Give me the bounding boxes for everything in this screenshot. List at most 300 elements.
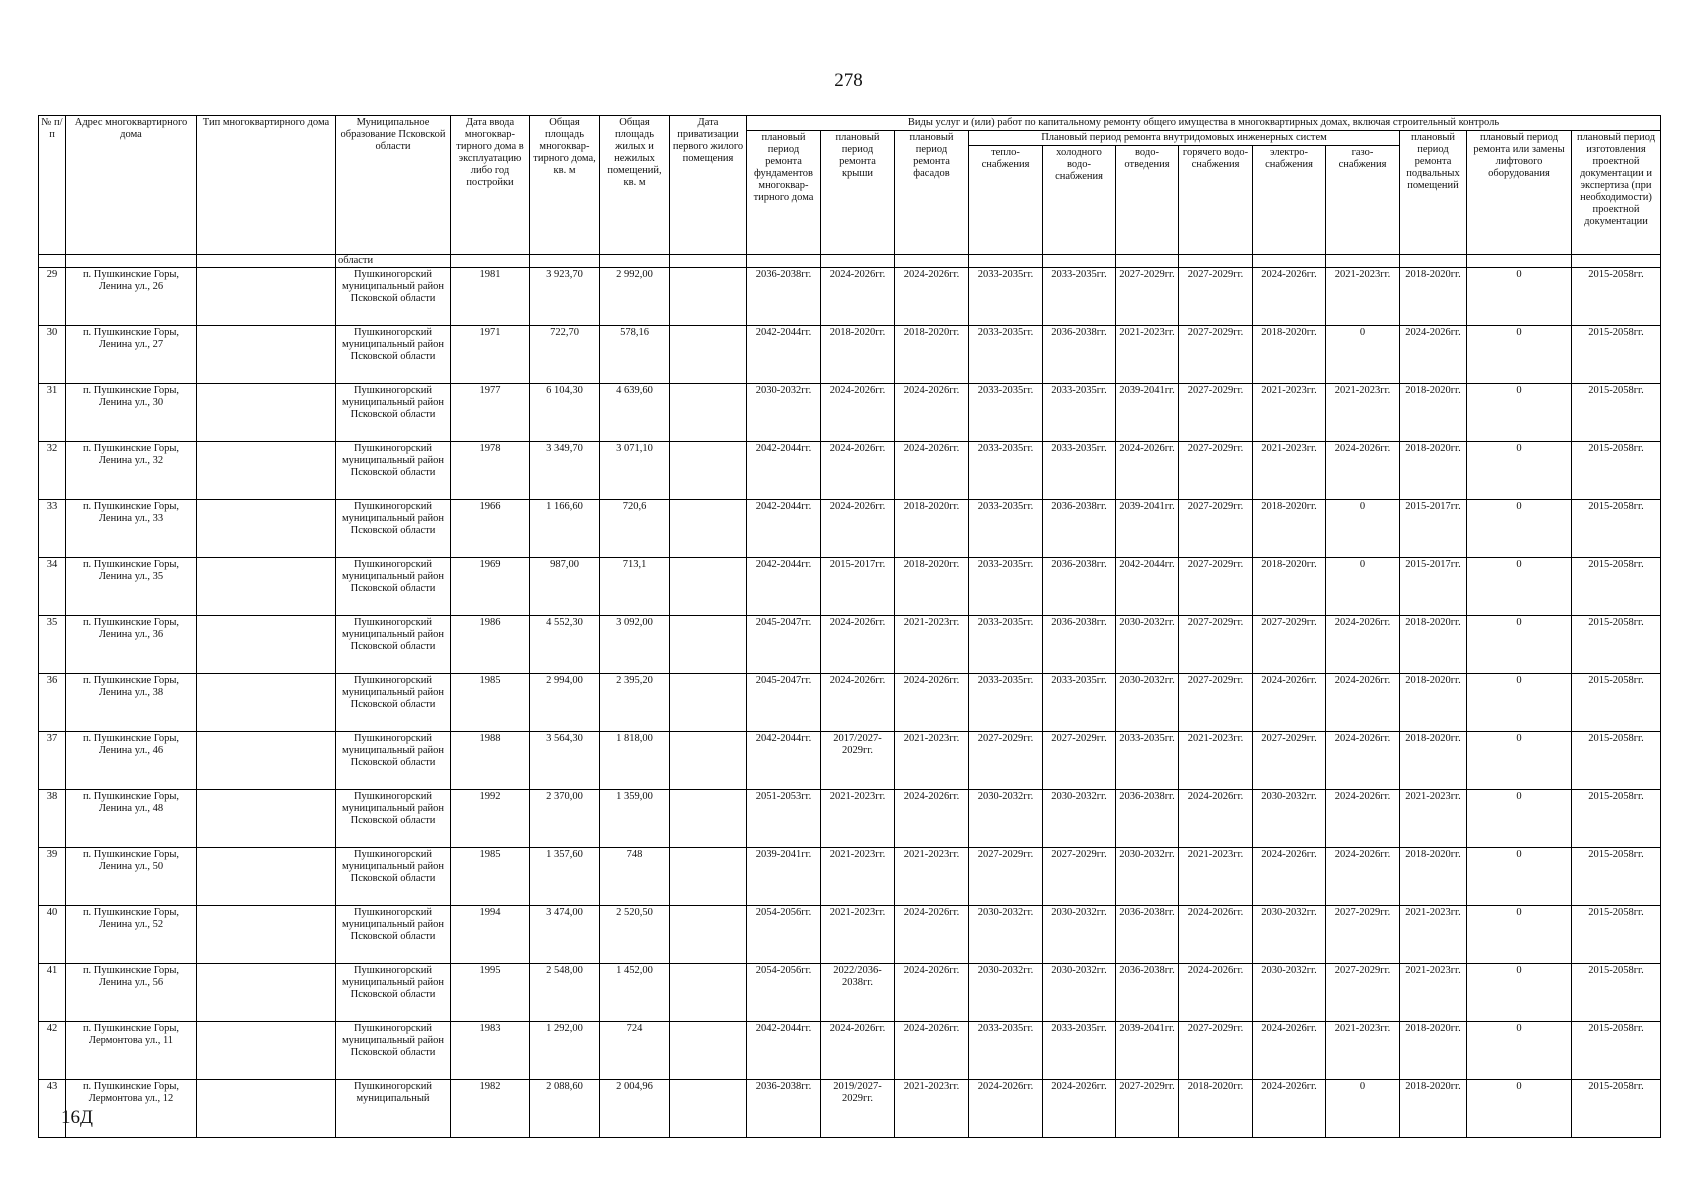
row-hot-water: 2027-2029гг.	[1179, 558, 1253, 616]
row-elevator: 0	[1467, 268, 1572, 326]
row-heat: 2033-2035гг.	[969, 616, 1043, 674]
header-foundation: плановый период ремонта фундаментов многоквар- тирного дома	[747, 131, 821, 255]
row-address: п. Пушкинские Горы, Лермонтова ул., 12	[66, 1080, 197, 1138]
row-living-area: 2 395,20	[600, 674, 670, 732]
row-address: п. Пушкинские Горы, Ленина ул., 48	[66, 790, 197, 848]
row-foundation: 2054-2056гг.	[747, 906, 821, 964]
row-design: 2015-2058гг.	[1572, 1080, 1661, 1138]
row-house-type	[197, 1080, 336, 1138]
row-design: 2015-2058гг.	[1572, 268, 1661, 326]
table-row	[39, 906, 1661, 964]
row-heat: 2033-2035гг.	[969, 442, 1043, 500]
row-facade: 2024-2026гг.	[895, 674, 969, 732]
row-year: 1985	[451, 848, 530, 906]
header-gas: газо- снабжения	[1326, 146, 1400, 255]
table-row	[39, 616, 1661, 674]
row-year: 1995	[451, 964, 530, 1022]
row-roof: 2024-2026гг.	[821, 616, 895, 674]
table-row	[39, 848, 1661, 906]
row-privatization	[670, 790, 747, 848]
row-living-area: 2 004,96	[600, 1080, 670, 1138]
row-year: 1985	[451, 674, 530, 732]
table-row	[39, 384, 1661, 442]
row-privatization	[670, 906, 747, 964]
page-number: 278	[834, 70, 863, 91]
row-number: 35	[39, 616, 66, 674]
row-number: 38	[39, 790, 66, 848]
row-living-area: 4 639,60	[600, 384, 670, 442]
row-roof: 2024-2026гг.	[821, 268, 895, 326]
row-gas: 2027-2029гг.	[1326, 906, 1400, 964]
row-hot-water: 2027-2029гг.	[1179, 674, 1253, 732]
row-sewer: 2027-2029гг.	[1116, 1080, 1179, 1138]
row-year: 1966	[451, 500, 530, 558]
row-electric: 2030-2032гг.	[1253, 906, 1326, 964]
row-hot-water: 2024-2026гг.	[1179, 906, 1253, 964]
row-basement: 2018-2020гг.	[1400, 384, 1467, 442]
row-cold-water: 2033-2035гг.	[1043, 268, 1116, 326]
row-elevator: 0	[1467, 442, 1572, 500]
row-cold-water: 2030-2032гг.	[1043, 906, 1116, 964]
row-roof: 2022/2036-2038гг.	[821, 964, 895, 1022]
row-house-type	[197, 500, 336, 558]
row-roof: 2024-2026гг.	[821, 1022, 895, 1080]
row-total-area: 3 923,70	[530, 268, 600, 326]
row-cold-water: 2036-2038гг.	[1043, 326, 1116, 384]
row-design: 2015-2058гг.	[1572, 500, 1661, 558]
row-total-area: 2 370,00	[530, 790, 600, 848]
row-foundation: 2036-2038гг.	[747, 1080, 821, 1138]
row-number: 43	[39, 1080, 66, 1138]
carry-over-row	[39, 255, 1661, 268]
row-number: 32	[39, 442, 66, 500]
row-year: 1978	[451, 442, 530, 500]
row-total-area: 722,70	[530, 326, 600, 384]
row-basement: 2018-2020гг.	[1400, 1080, 1467, 1138]
row-roof: 2015-2017гг.	[821, 558, 895, 616]
row-privatization	[670, 964, 747, 1022]
row-municipality: Пушкиногорский муниципальный район Псковской области	[336, 326, 451, 384]
row-heat: 2033-2035гг.	[969, 268, 1043, 326]
row-living-area: 713,1	[600, 558, 670, 616]
row-elevator: 0	[1467, 1080, 1572, 1138]
row-total-area: 4 552,30	[530, 616, 600, 674]
row-facade: 2024-2026гг.	[895, 384, 969, 442]
row-electric: 2027-2029гг.	[1253, 732, 1326, 790]
row-municipality: Пушкиногорский муниципальный район Псковской области	[336, 616, 451, 674]
row-house-type	[197, 906, 336, 964]
row-living-area: 3 071,10	[600, 442, 670, 500]
row-foundation: 2030-2032гг.	[747, 384, 821, 442]
row-cold-water: 2033-2035гг.	[1043, 1022, 1116, 1080]
row-heat: 2030-2032гг.	[969, 906, 1043, 964]
row-sewer: 2042-2044гг.	[1116, 558, 1179, 616]
footer-mark: 16Д	[61, 1107, 93, 1128]
row-gas: 0	[1326, 1080, 1400, 1138]
row-municipality: Пушкиногорский муниципальный	[336, 1080, 451, 1138]
row-foundation: 2054-2056гг.	[747, 964, 821, 1022]
row-gas: 2024-2026гг.	[1326, 616, 1400, 674]
row-living-area: 1 818,00	[600, 732, 670, 790]
row-facade: 2018-2020гг.	[895, 558, 969, 616]
header-design: плановый период изготовления проектной документации и экспертиза (при необходимости) проектной документации	[1572, 131, 1661, 255]
row-total-area: 3 349,70	[530, 442, 600, 500]
row-address: п. Пушкинские Горы, Ленина ул., 33	[66, 500, 197, 558]
row-roof: 2021-2023гг.	[821, 906, 895, 964]
row-address: п. Пушкинские Горы, Ленина ул., 38	[66, 674, 197, 732]
table-row	[39, 732, 1661, 790]
row-number: 41	[39, 964, 66, 1022]
row-foundation: 2042-2044гг.	[747, 442, 821, 500]
row-address: п. Пушкинские Горы, Ленина ул., 27	[66, 326, 197, 384]
header-living-area: Общая площадь жилых и нежилых помещений, кв. м	[600, 116, 670, 255]
row-elevator: 0	[1467, 964, 1572, 1022]
row-house-type	[197, 326, 336, 384]
row-number: 30	[39, 326, 66, 384]
row-basement: 2015-2017гг.	[1400, 500, 1467, 558]
row-total-area: 6 104,30	[530, 384, 600, 442]
row-address: п. Пушкинские Горы, Ленина ул., 56	[66, 964, 197, 1022]
header-facade: плановый период ремонта фасадов	[895, 131, 969, 255]
row-elevator: 0	[1467, 732, 1572, 790]
row-heat: 2033-2035гг.	[969, 500, 1043, 558]
header-sewer: водо- отведения	[1116, 146, 1179, 255]
row-number: 33	[39, 500, 66, 558]
row-hot-water: 2024-2026гг.	[1179, 964, 1253, 1022]
row-facade: 2021-2023гг.	[895, 616, 969, 674]
row-cold-water: 2027-2029гг.	[1043, 732, 1116, 790]
row-foundation: 2045-2047гг.	[747, 616, 821, 674]
row-cold-water: 2030-2032гг.	[1043, 964, 1116, 1022]
row-hot-water: 2027-2029гг.	[1179, 268, 1253, 326]
row-heat: 2030-2032гг.	[969, 790, 1043, 848]
row-total-area: 987,00	[530, 558, 600, 616]
row-house-type	[197, 616, 336, 674]
row-living-area: 1 452,00	[600, 964, 670, 1022]
table-row	[39, 790, 1661, 848]
row-number: 34	[39, 558, 66, 616]
row-design: 2015-2058гг.	[1572, 558, 1661, 616]
row-living-area: 2 992,00	[600, 268, 670, 326]
row-facade: 2024-2026гг.	[895, 268, 969, 326]
row-cold-water: 2033-2035гг.	[1043, 384, 1116, 442]
table-row	[39, 268, 1661, 326]
row-sewer: 2021-2023гг.	[1116, 326, 1179, 384]
row-foundation: 2039-2041гг.	[747, 848, 821, 906]
row-number: 42	[39, 1022, 66, 1080]
row-year: 1992	[451, 790, 530, 848]
row-address: п. Пушкинские Горы, Ленина ул., 30	[66, 384, 197, 442]
row-sewer: 2036-2038гг.	[1116, 964, 1179, 1022]
header-total-area: Общая площадь многоквар- тирного дома, кв. м	[530, 116, 600, 255]
row-basement: 2018-2020гг.	[1400, 442, 1467, 500]
row-cold-water: 2036-2038гг.	[1043, 616, 1116, 674]
row-cold-water: 2030-2032гг.	[1043, 790, 1116, 848]
row-sewer: 2036-2038гг.	[1116, 906, 1179, 964]
row-hot-water: 2018-2020гг.	[1179, 1080, 1253, 1138]
row-address: п. Пушкинские Горы, Ленина ул., 50	[66, 848, 197, 906]
row-municipality: Пушкиногорский муниципальный район Псковской области	[336, 674, 451, 732]
row-cold-water: 2027-2029гг.	[1043, 848, 1116, 906]
row-year: 1986	[451, 616, 530, 674]
row-privatization	[670, 442, 747, 500]
row-house-type	[197, 268, 336, 326]
row-privatization	[670, 1080, 747, 1138]
row-elevator: 0	[1467, 558, 1572, 616]
row-hot-water: 2021-2023гг.	[1179, 848, 1253, 906]
header-roof: плановый период ремонта крыши	[821, 131, 895, 255]
row-living-area: 748	[600, 848, 670, 906]
row-house-type	[197, 732, 336, 790]
row-address: п. Пушкинские Горы, Ленина ул., 32	[66, 442, 197, 500]
row-municipality: Пушкиногорский муниципальный район Псковской области	[336, 558, 451, 616]
row-foundation: 2045-2047гг.	[747, 674, 821, 732]
row-living-area: 1 359,00	[600, 790, 670, 848]
row-address: п. Пушкинские Горы, Ленина ул., 52	[66, 906, 197, 964]
header-elevator: плановый период ремонта или замены лифтового оборудования	[1467, 131, 1572, 255]
row-house-type	[197, 790, 336, 848]
table-row	[39, 1080, 1661, 1138]
row-electric: 2018-2020гг.	[1253, 326, 1326, 384]
row-foundation: 2036-2038гг.	[747, 268, 821, 326]
row-gas: 2021-2023гг.	[1326, 1022, 1400, 1080]
row-house-type	[197, 964, 336, 1022]
row-foundation: 2042-2044гг.	[747, 326, 821, 384]
row-basement: 2018-2020гг.	[1400, 732, 1467, 790]
row-basement: 2024-2026гг.	[1400, 326, 1467, 384]
row-privatization	[670, 500, 747, 558]
row-heat: 2033-2035гг.	[969, 558, 1043, 616]
row-design: 2015-2058гг.	[1572, 906, 1661, 964]
row-elevator: 0	[1467, 790, 1572, 848]
carry-over-text: области	[336, 255, 451, 268]
row-gas: 2024-2026гг.	[1326, 848, 1400, 906]
row-total-area: 2 994,00	[530, 674, 600, 732]
row-gas: 2024-2026гг.	[1326, 442, 1400, 500]
header-hot-water: горячего водо- снабжения	[1179, 146, 1253, 255]
row-number: 36	[39, 674, 66, 732]
row-foundation: 2042-2044гг.	[747, 558, 821, 616]
row-year: 1971	[451, 326, 530, 384]
row-heat: 2033-2035гг.	[969, 1022, 1043, 1080]
header-basement: плановый период ремонта подвальных помещений	[1400, 131, 1467, 255]
row-sewer: 2030-2032гг.	[1116, 616, 1179, 674]
row-roof: 2021-2023гг.	[821, 790, 895, 848]
header-systems-group: Плановый период ремонта внутридомовых инженерных систем	[969, 131, 1400, 146]
row-total-area: 3 564,30	[530, 732, 600, 790]
row-house-type	[197, 442, 336, 500]
table-row	[39, 500, 1661, 558]
row-facade: 2021-2023гг.	[895, 1080, 969, 1138]
row-gas: 2021-2023гг.	[1326, 384, 1400, 442]
row-facade: 2018-2020гг.	[895, 500, 969, 558]
row-gas: 2024-2026гг.	[1326, 732, 1400, 790]
row-number: 37	[39, 732, 66, 790]
capital-repair-table	[38, 115, 1661, 1138]
row-design: 2015-2058гг.	[1572, 442, 1661, 500]
row-total-area: 2 088,60	[530, 1080, 600, 1138]
row-number: 29	[39, 268, 66, 326]
row-hot-water: 2027-2029гг.	[1179, 500, 1253, 558]
header-privatization: Дата приватизации первого жилого помещения	[670, 116, 747, 255]
row-cold-water: 2036-2038гг.	[1043, 558, 1116, 616]
row-year: 1977	[451, 384, 530, 442]
row-year: 1969	[451, 558, 530, 616]
row-basement: 2018-2020гг.	[1400, 268, 1467, 326]
row-hot-water: 2027-2029гг.	[1179, 326, 1253, 384]
row-number: 40	[39, 906, 66, 964]
row-roof: 2024-2026гг.	[821, 500, 895, 558]
row-hot-water: 2027-2029гг.	[1179, 1022, 1253, 1080]
row-design: 2015-2058гг.	[1572, 616, 1661, 674]
row-elevator: 0	[1467, 616, 1572, 674]
row-electric: 2024-2026гг.	[1253, 674, 1326, 732]
row-electric: 2030-2032гг.	[1253, 790, 1326, 848]
row-house-type	[197, 558, 336, 616]
row-living-area: 720,6	[600, 500, 670, 558]
row-basement: 2021-2023гг.	[1400, 790, 1467, 848]
row-elevator: 0	[1467, 1022, 1572, 1080]
row-electric: 2024-2026гг.	[1253, 1022, 1326, 1080]
header-date-commission: Дата ввода многоквар- тирного дома в эксплуатацию либо год постройки	[451, 116, 530, 255]
row-facade: 2021-2023гг.	[895, 732, 969, 790]
row-year: 1983	[451, 1022, 530, 1080]
row-address: п. Пушкинские Горы, Ленина ул., 46	[66, 732, 197, 790]
row-year: 1994	[451, 906, 530, 964]
row-electric: 2021-2023гг.	[1253, 442, 1326, 500]
row-elevator: 0	[1467, 326, 1572, 384]
table-row	[39, 1022, 1661, 1080]
row-design: 2015-2058гг.	[1572, 848, 1661, 906]
row-municipality: Пушкиногорский муниципальный район Псковской области	[336, 500, 451, 558]
header-address: Адрес многоквартирного дома	[66, 116, 197, 255]
row-hot-water: 2021-2023гг.	[1179, 732, 1253, 790]
row-address: п. Пушкинские Горы, Лермонтова ул., 11	[66, 1022, 197, 1080]
row-basement: 2018-2020гг.	[1400, 1022, 1467, 1080]
row-privatization	[670, 1022, 747, 1080]
row-municipality: Пушкиногорский муниципальный район Псковской области	[336, 732, 451, 790]
row-heat: 2024-2026гг.	[969, 1080, 1043, 1138]
row-electric: 2024-2026гг.	[1253, 848, 1326, 906]
row-foundation: 2042-2044гг.	[747, 1022, 821, 1080]
row-total-area: 3 474,00	[530, 906, 600, 964]
row-house-type	[197, 674, 336, 732]
row-basement: 2021-2023гг.	[1400, 906, 1467, 964]
row-design: 2015-2058гг.	[1572, 326, 1661, 384]
row-address: п. Пушкинские Горы, Ленина ул., 36	[66, 616, 197, 674]
row-elevator: 0	[1467, 500, 1572, 558]
row-municipality: Пушкиногорский муниципальный район Псковской области	[336, 848, 451, 906]
row-address: п. Пушкинские Горы, Ленина ул., 35	[66, 558, 197, 616]
row-basement: 2015-2017гг.	[1400, 558, 1467, 616]
row-design: 2015-2058гг.	[1572, 384, 1661, 442]
row-sewer: 2039-2041гг.	[1116, 1022, 1179, 1080]
row-municipality: Пушкиногорский муниципальный район Псковской области	[336, 906, 451, 964]
row-gas: 0	[1326, 500, 1400, 558]
row-facade: 2024-2026гг.	[895, 906, 969, 964]
header-works-group: Виды услуг и (или) работ по капитальному ремонту общего имущества в многоквартирных домах, включая строительный контроль	[747, 116, 1661, 131]
row-gas: 2024-2026гг.	[1326, 674, 1400, 732]
row-house-type	[197, 1022, 336, 1080]
header-num: № п/п	[39, 116, 66, 255]
row-sewer: 2027-2029гг.	[1116, 268, 1179, 326]
row-house-type	[197, 848, 336, 906]
row-heat: 2027-2029гг.	[969, 848, 1043, 906]
row-hot-water: 2027-2029гг.	[1179, 442, 1253, 500]
row-foundation: 2051-2053гг.	[747, 790, 821, 848]
table-row	[39, 964, 1661, 1022]
row-municipality: Пушкиногорский муниципальный район Псковской области	[336, 1022, 451, 1080]
header-cold-water: холодного водо- снабжения	[1043, 146, 1116, 255]
row-heat: 2033-2035гг.	[969, 674, 1043, 732]
row-elevator: 0	[1467, 384, 1572, 442]
row-design: 2015-2058гг.	[1572, 964, 1661, 1022]
row-basement: 2018-2020гг.	[1400, 616, 1467, 674]
row-hot-water: 2024-2026гг.	[1179, 790, 1253, 848]
row-sewer: 2030-2032гг.	[1116, 674, 1179, 732]
table-body	[39, 255, 1661, 1138]
row-basement: 2021-2023гг.	[1400, 964, 1467, 1022]
row-roof: 2019/2027-2029гг.	[821, 1080, 895, 1138]
row-electric: 2027-2029гг.	[1253, 616, 1326, 674]
row-privatization	[670, 558, 747, 616]
row-privatization	[670, 732, 747, 790]
row-design: 2015-2058гг.	[1572, 674, 1661, 732]
row-privatization	[670, 674, 747, 732]
row-facade: 2021-2023гг.	[895, 848, 969, 906]
row-heat: 2033-2035гг.	[969, 326, 1043, 384]
row-privatization	[670, 848, 747, 906]
row-design: 2015-2058гг.	[1572, 1022, 1661, 1080]
row-sewer: 2033-2035гг.	[1116, 732, 1179, 790]
row-electric: 2030-2032гг.	[1253, 964, 1326, 1022]
row-roof: 2018-2020гг.	[821, 326, 895, 384]
row-sewer: 2036-2038гг.	[1116, 790, 1179, 848]
row-gas: 0	[1326, 558, 1400, 616]
table-row	[39, 442, 1661, 500]
row-elevator: 0	[1467, 906, 1572, 964]
row-house-type	[197, 384, 336, 442]
row-electric: 2024-2026гг.	[1253, 268, 1326, 326]
row-heat: 2033-2035гг.	[969, 384, 1043, 442]
row-privatization	[670, 268, 747, 326]
row-roof: 2021-2023гг.	[821, 848, 895, 906]
row-heat: 2030-2032гг.	[969, 964, 1043, 1022]
row-electric: 2018-2020гг.	[1253, 558, 1326, 616]
row-cold-water: 2024-2026гг.	[1043, 1080, 1116, 1138]
row-living-area: 2 520,50	[600, 906, 670, 964]
row-cold-water: 2036-2038гг.	[1043, 500, 1116, 558]
row-address: п. Пушкинские Горы, Ленина ул., 26	[66, 268, 197, 326]
row-municipality: Пушкиногорский муниципальный район Псковской области	[336, 442, 451, 500]
table-row	[39, 558, 1661, 616]
row-sewer: 2039-2041гг.	[1116, 384, 1179, 442]
row-year: 1988	[451, 732, 530, 790]
row-elevator: 0	[1467, 848, 1572, 906]
row-sewer: 2030-2032гг.	[1116, 848, 1179, 906]
row-foundation: 2042-2044гг.	[747, 500, 821, 558]
row-gas: 2021-2023гг.	[1326, 268, 1400, 326]
row-gas: 2027-2029гг.	[1326, 964, 1400, 1022]
row-design: 2015-2058гг.	[1572, 732, 1661, 790]
row-living-area: 724	[600, 1022, 670, 1080]
row-roof: 2024-2026гг.	[821, 384, 895, 442]
row-total-area: 2 548,00	[530, 964, 600, 1022]
row-sewer: 2024-2026гг.	[1116, 442, 1179, 500]
row-privatization	[670, 326, 747, 384]
row-basement: 2018-2020гг.	[1400, 848, 1467, 906]
row-municipality: Пушкиногорский муниципальный район Псковской области	[336, 268, 451, 326]
